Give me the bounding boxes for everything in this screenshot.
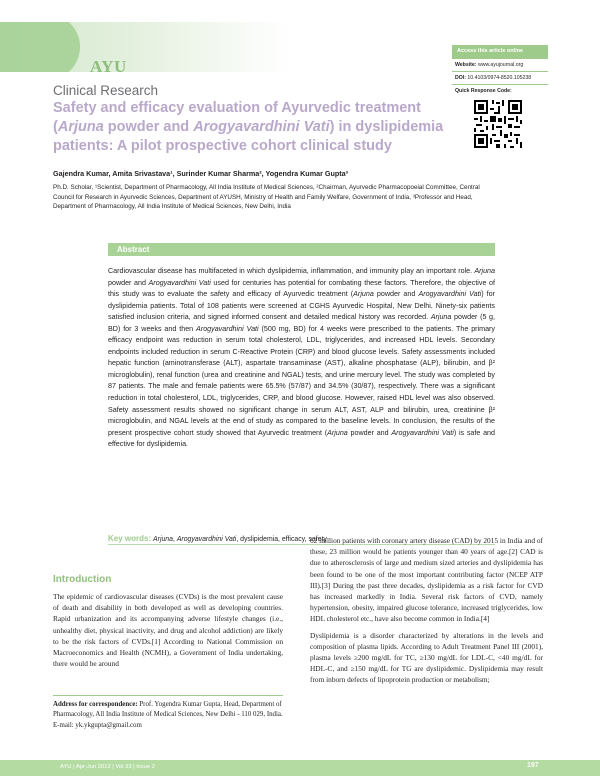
author-affiliations: Ph.D. Scholar, ¹Scientist, Department of Pharmacology, All India Institute of Medical Sciences, ²Chairman, Ayurvedic Pharmacopoeial Committee, Central Council for Research in Ayurvedic Sciences, Department of AYUSH, Ministry of Health and Family Welfare, Government of India, ³Professor and Head, Department of Pharmacology, All India Institute of Medical Sciences, New Delhi, India	[53, 184, 480, 211]
page-number: 197	[527, 762, 539, 769]
website-link[interactable]: www.ayujournal.org	[477, 62, 524, 68]
abstract-body: Cardiovascular disease has multifaceted in which dyslipidemia, inflammation, and immunity play an important role. Arjuna powder and Arogyavardhini Vati used for centuries has potential for combating these factors. Therefore, the objective of this study was to evaluate the safety and efficacy of Ayurvedic treatment (Arjuna powder and Arogyavardhini Vati) for dyslipidemia patients. Total of 108 patients were screened at CGHS Ayurvedic Hospital, New Delhi. Ninety-six patients satisfied inclusion criteria, and signed informed consent and detailed medical history was recorded. Arjuna powder (5 g, BD) for 3 weeks and then Arogyavardhini Vati (500 mg, BD) for 4 weeks were prescribed to the patients. The primary efficacy endpoint was reduction in serum total cholesterol, LDL, triglycerides, and increased HDL levels. Secondary endpoints included reduction in serum C-Reactive Protein (CRP) and blood glucose levels. Safety assessments included hepatic function (aminotransferase (ALT), aspartate transaminase (AST), alkaline phosphatase (ALP), bilirubin, and β² microglobulin), renal function (urea and creatinine and NGAL) tests, and urine mercury level. The study was completed by 87 patients. The male and female patients were 65.5% (57/87) and 34.5% (30/87), respectively. There was a significant reduction in total cholesterol, LDL, triglycerides, CRP, and blood glucose. However, raised HDL level was also observed. Safety assessment results showed no significant change in serum ALT, AST, ALP and bilirubin, urea, creatinine β² microglobulin, and NGAL levels at the end of study as compared to the baseline levels. In conclusion, the results of the present prospective cohort study showed that Ayurvedic treatment (Arjuna powder and Arogyavardhini Vati) is safe and effective for dyslipidemia.	[108, 267, 496, 449]
correspondence-box: Address for correspondence: Prof. Yogendra Kumar Gupta, Head, Department of Pharmacology, All India Institute of Medical Sciences, New Delhi - 110 029, India. E-mail: yk.ykgupta@gmail.com	[53, 695, 283, 731]
section-label: Clinical Research	[53, 83, 159, 98]
introduction-heading: Introduction	[53, 574, 112, 585]
access-online-header: Access this article online	[452, 45, 548, 59]
intro-left-column	[53, 591, 283, 669]
keywords-line: Key words: Arjuna, Arogyavardhini Vati, dyslipidemia, efficacy, safety	[108, 534, 327, 543]
qr-label: Quick Response Code:	[455, 88, 512, 94]
intro-paragraph-2: 62 million patients with coronary artery disease (CAD) by 2015 in India and of these, 23 million would be patients younger than 40 years of age.[2] CAD is due to atherosclerosis of large and medium sized arteries and dyslipidemia has been found to be one of the most important contributing factor (NCEP ATP III).[3] During the past three decades, dyslipidemia as a risk factor for CVD has increased markedly in India. Several risk factors of CVD, namely hypertension, obesity, impaired glucose tolerance, increased triglycerides, low HDL cholesterol etc., have also become common in India.[4]	[310, 536, 543, 624]
article-title: Safety and efficacy evaluation of Ayurvedic treatment (Arjuna powder and Arogyavardhini Vati) in dyslipidemia patients: A pilot prospective cohort clinical study	[53, 100, 444, 154]
qr-code-icon[interactable]	[472, 98, 524, 150]
doi-row: DOI: 10.4103/0974-8520.105238	[452, 72, 548, 85]
abstract-heading: Abstract	[108, 243, 495, 256]
intro-right-column	[310, 535, 543, 686]
logo-leaf-icon	[0, 22, 80, 72]
intro-paragraph-3: Dyslipidemia is a disorder characterized by alterations in the levels and composition of plasma lipids. According to Adult Treatment Panel III (2001), plasma levels ≥200 mg/dL for TC, ≥130 mg/dL for LDL-C, <40 mg/dL for HDL-C, and ≥150 mg/dL for TG are dyslipidemic. Dyslipidemia may result from inborn defects of lipoprotein production or metabolism;	[310, 630, 543, 685]
access-online-box	[452, 45, 548, 150]
journal-name: AYU	[90, 57, 127, 72]
correspondence-email[interactable]: E-mail: yk.ykgupta@gmail.com	[53, 721, 142, 729]
author-list: Gajendra Kumar, Amita Srivastava¹, Surinder Kumar Sharma², Yogendra Kumar Gupta³	[53, 169, 349, 178]
website-row: Website: www.ayujournal.org	[452, 59, 548, 72]
journal-logo-band	[0, 22, 290, 72]
correspondence-label: Address for correspondence:	[53, 701, 138, 708]
doi-value[interactable]: 10.4103/0974-8520.105238	[467, 75, 532, 81]
keywords-label: Key words:	[108, 534, 152, 543]
footer-citation: AYU | Apr-Jun 2012 | Vol 33 | Issue 2	[60, 764, 155, 770]
intro-paragraph-1: The epidemic of cardiovascular diseases (CVDs) is the most prevalent cause of death and disability in both developed as well as developing countries. Rapid urbanization and its accompanying adverse lifestyle changes (i.e., unhealthy diet, physical inactivity, and drug and alcohol addiction) are likely to be the risk factors of CVDs.[1] According to National Commission on Macroeconomics and Health (NCMH), a Government of India undertaking, there would be around	[53, 592, 283, 669]
